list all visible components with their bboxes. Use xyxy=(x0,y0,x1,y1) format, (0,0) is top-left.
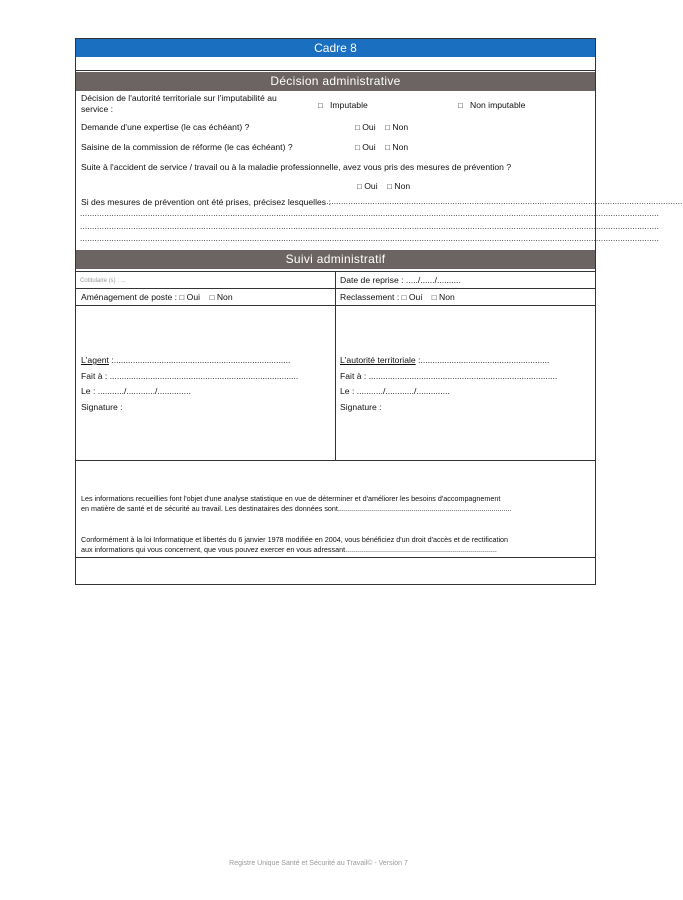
checkbox-icon[interactable]: □ xyxy=(431,293,437,302)
oui-label: Oui xyxy=(364,181,378,191)
checkbox-icon[interactable]: □ xyxy=(355,143,360,152)
agent-name-field[interactable] xyxy=(81,355,290,366)
checkbox-icon[interactable]: □ xyxy=(458,101,463,110)
reform-options[interactable] xyxy=(355,142,408,153)
prevention-details-line[interactable]: ............................................................................................................................................................................................................................................... xyxy=(80,234,660,243)
imputable-label: Imputable xyxy=(330,100,368,110)
non-label: Non xyxy=(439,292,455,302)
checkbox-icon[interactable]: □ xyxy=(385,143,391,152)
agent-title: L'agent xyxy=(81,355,109,365)
amenagement-label: Aménagement de poste : xyxy=(81,292,178,302)
oui-label: Oui xyxy=(362,122,376,132)
oui-label: Oui xyxy=(362,142,376,152)
checkbox-icon[interactable]: □ xyxy=(179,293,185,302)
suivi-section-title: Suivi administratif xyxy=(76,250,595,269)
cadre-8-form xyxy=(75,38,683,585)
amenagement-row[interactable] xyxy=(81,292,233,303)
prevention-details-field[interactable]: .................................................................................................................................................... xyxy=(324,197,683,206)
autorite-signature-label: Signature : xyxy=(340,402,382,412)
autorite-fait-a-field[interactable]: Fait à : ............................................................................... xyxy=(340,371,558,381)
agent-signature-label: Signature : xyxy=(81,402,123,412)
reprise-date-field[interactable]: Date de reprise : ...../....../.......... xyxy=(340,275,461,285)
reform-label: Saisine de la commission de réforme (le cas échéant) ? xyxy=(81,142,293,152)
autorite-date-field[interactable]: Le : .........../............/.............. xyxy=(340,386,450,396)
checkbox-icon[interactable]: □ xyxy=(318,101,323,110)
prevention-question: Suite à l'accident de service / travail ou à la maladie professionnelle, avez vous pris des mesures de prévention ? xyxy=(81,162,512,172)
autorite-dots: :...................................................... xyxy=(415,355,550,365)
agent-fait-a-field[interactable]: Fait à : ............................................................................... xyxy=(81,371,299,381)
prevention-details-label: Si des mesures de prévention ont été prises, précisez lesquelles : xyxy=(81,197,331,207)
reclassement-label: Reclassement : xyxy=(340,292,400,302)
expertise-label: Demande d'une expertise (le cas échéant) ? xyxy=(81,122,250,132)
info-paragraph-1-line-1: Les informations recueillies font l'objet d'une analyse statistique en vue de déterminer et d'améliorer les besoins d'accompagnement xyxy=(81,494,501,503)
divider xyxy=(76,460,595,461)
autorite-title: L'autorité territoriale xyxy=(340,355,416,365)
page-footer: Registre Unique Santé et Sécurité au Travail© - Version 7 xyxy=(229,860,408,867)
oui-label: Oui xyxy=(408,292,423,302)
imputability-label-line1: Décision de l'autorité territoriale sur l'imputabilité au xyxy=(81,93,277,103)
info-paragraph-1-line-2: en matière de santé et de sécurité au travail. Les destinataires des données sont....................................................................................... xyxy=(81,504,512,513)
prevention-options[interactable] xyxy=(357,181,410,192)
checkbox-icon[interactable]: □ xyxy=(355,123,360,132)
imputable-option[interactable] xyxy=(318,100,368,111)
divider xyxy=(76,70,595,71)
column-divider xyxy=(335,271,336,460)
non-imputable-option[interactable] xyxy=(458,100,525,111)
decision-section-title: Décision administrative xyxy=(76,72,595,91)
checkbox-icon[interactable]: □ xyxy=(209,293,215,302)
non-label: Non xyxy=(392,122,409,132)
checkbox-icon[interactable]: □ xyxy=(387,182,393,191)
reclassement-row[interactable] xyxy=(340,292,455,303)
divider xyxy=(76,557,595,558)
oui-label: Oui xyxy=(186,292,201,302)
autorite-name-field[interactable] xyxy=(340,355,549,366)
agent-dots: :.......................................................................... xyxy=(108,355,291,365)
imputability-label-line2: service : xyxy=(81,104,113,114)
checkbox-icon[interactable]: □ xyxy=(385,123,391,132)
agent-date-field[interactable]: Le : .........../............/.............. xyxy=(81,386,191,396)
cadre-title: Cadre 8 xyxy=(76,39,595,57)
prevention-details-line[interactable]: ............................................................................................................................................................................................................................................... xyxy=(80,209,660,218)
expertise-options[interactable] xyxy=(355,122,408,133)
non-label: Non xyxy=(394,181,411,191)
checkbox-icon[interactable]: □ xyxy=(401,293,407,302)
info-paragraph-2-line-2: aux informations qui vous concernent, que vous pouvez exercer en vous adressant............................................................................ xyxy=(81,545,497,554)
non-label: Non xyxy=(392,142,409,152)
faded-field-label: Cotitulaire (s) : ... xyxy=(80,278,126,284)
non-imputable-label: Non imputable xyxy=(470,100,526,110)
non-label: Non xyxy=(216,292,233,302)
checkbox-icon[interactable]: □ xyxy=(357,182,362,191)
prevention-details-line[interactable]: ............................................................................................................................................................................................................................................... xyxy=(80,222,660,231)
info-paragraph-2-line-1: Conformément à la loi Informatique et libertés du 6 janvier 1978 modifiée en 2004, vous bénéficiez d'un droit d'accès et de rectification xyxy=(81,535,509,544)
